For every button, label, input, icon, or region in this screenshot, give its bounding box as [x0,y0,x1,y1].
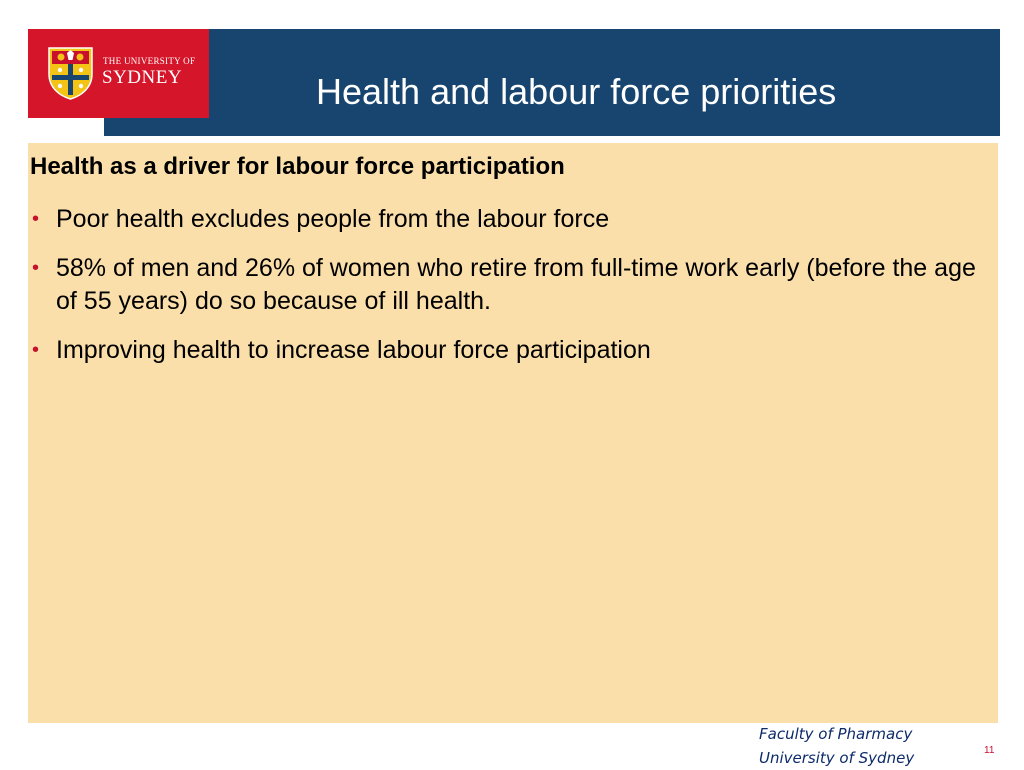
bullet-text: 58% of men and 26% of women who retire from full-time work early (before the age of 55 years) do so because of ill health. [56,254,976,315]
page-number: 11 [984,745,995,756]
bullet-dot-icon: • [32,208,40,230]
footer-affiliation [759,722,914,770]
logo-wordmark-top: THE UNIVERSITY OF [103,56,196,66]
logo-wordmark-main: SYDNEY [102,67,183,88]
content-panel [28,143,998,723]
bullet-item [28,252,988,318]
university-crest-icon [47,46,94,100]
footer-faculty: Faculty of Pharmacy [759,725,913,743]
university-logo [28,29,209,118]
bullet-item [28,203,988,236]
slide-title: Health and labour force priorities [316,71,837,112]
footer-university: University of Sydney [759,749,915,767]
section-heading: Health as a driver for labour force participation [30,153,565,180]
bullet-text: Poor health excludes people from the labour force [56,205,610,233]
bullet-dot-icon: • [32,257,40,279]
bullet-item [28,334,988,367]
bullet-list [28,203,988,383]
bullet-dot-icon: • [32,339,40,361]
bullet-text: Improving health to increase labour force participation [56,336,651,364]
